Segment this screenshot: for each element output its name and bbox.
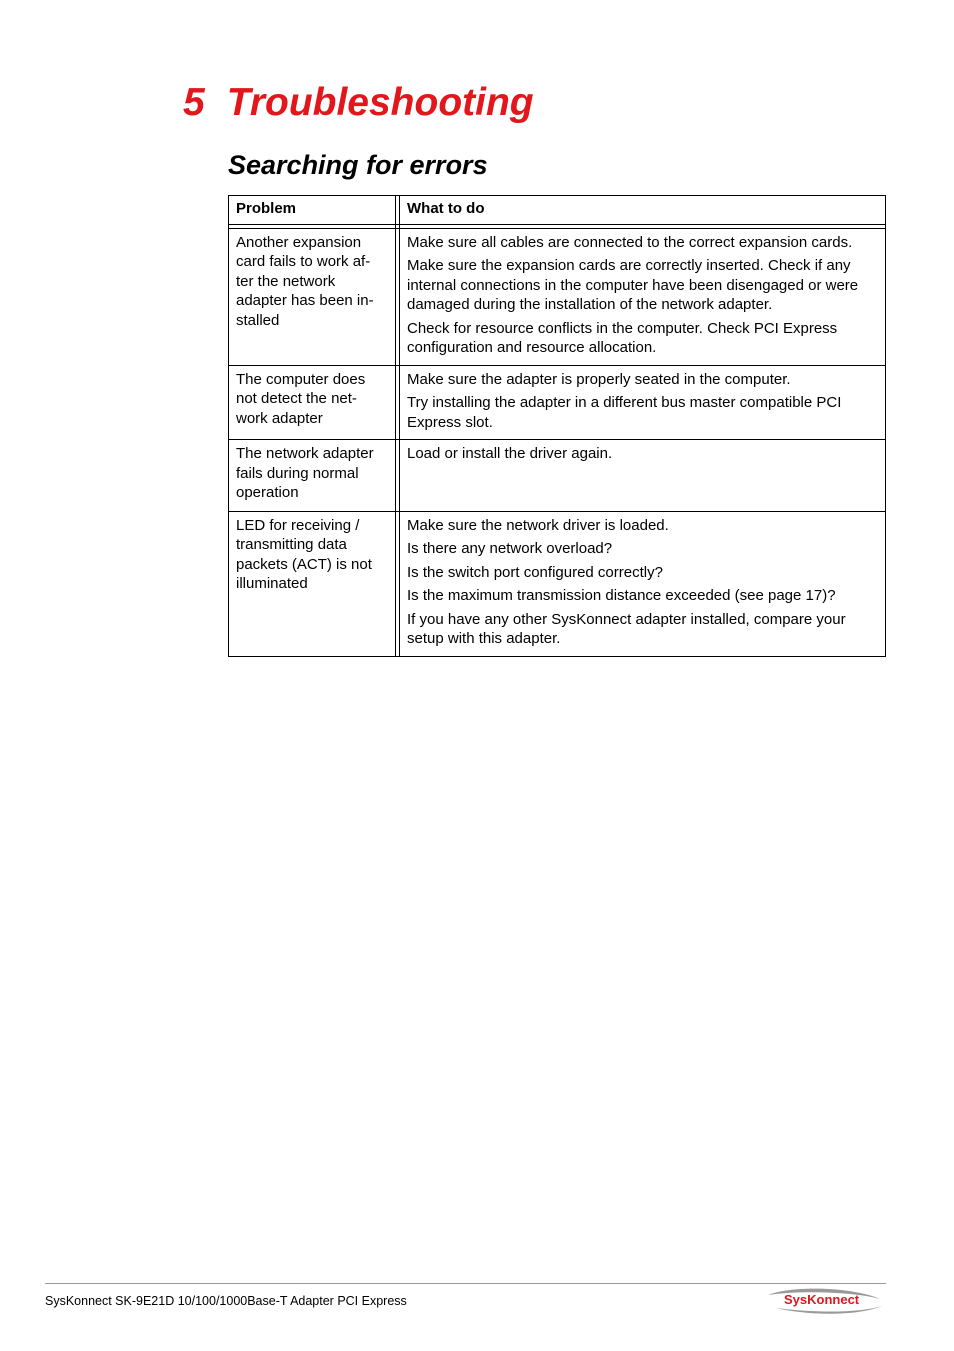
problem-text: operation (236, 484, 299, 501)
problem-text: The computer does (236, 370, 366, 388)
action-text: Is the maximum transmission distance exceeded (see page 17)? (407, 587, 836, 604)
table-row (229, 440, 886, 512)
problem-text: adapter has been in- (236, 292, 374, 309)
action-text: Make sure all cables are connected to the correct expansion cards. (407, 233, 853, 251)
action-cell (400, 365, 886, 440)
troubleshooting-table (228, 195, 886, 657)
action-cell (400, 228, 886, 365)
logo-swoosh-bottom (776, 1306, 882, 1314)
section-title: Searching for errors (228, 150, 488, 180)
footer-rule (45, 1283, 886, 1284)
table-header-row (229, 196, 886, 225)
problem-text: illuminated (236, 575, 308, 592)
action-text: Make sure the adapter is properly seated in the computer. (407, 370, 791, 388)
action-text: Load or install the driver again. (407, 445, 613, 462)
action-text: Make sure the network driver is loaded. (407, 516, 669, 534)
chapter-title-text: Troubleshooting (226, 81, 534, 124)
action-text: Is the switch port configured correctly? (407, 563, 663, 581)
action-cell (400, 511, 886, 656)
action-text: Check for resource conflicts in the computer. Check PCI Express configuration and resource allocation. (407, 319, 838, 356)
logo-text: SysKonnect (784, 1292, 860, 1307)
action-text: Is there any network overload? (407, 540, 613, 557)
problem-text: transmitting data (236, 536, 347, 553)
problem-cell (229, 440, 396, 512)
problem-text: fails during normal (236, 464, 359, 482)
table-row (229, 511, 886, 656)
problem-text: card fails to work af- (236, 253, 371, 270)
action-text: Try installing the adapter in a different bus master compatible PCI Express slot. (407, 394, 842, 431)
action-cell (400, 440, 886, 512)
table-row (229, 365, 886, 440)
problem-text: work adapter (236, 409, 323, 427)
action-text: Make sure the expansion cards are correctly inserted. Check if any internal connections in the computer have been disengaged or were damaged during the installation of the network adapter. (407, 257, 859, 313)
problem-text: not detect the net- (236, 390, 357, 407)
chapter-title (183, 78, 534, 128)
problem-text: ter the network (236, 272, 336, 290)
table-row (229, 228, 886, 365)
table-body (229, 224, 886, 656)
footer-text: SysKonnect SK-9E21D 10/100/1000Base-T Adapter PCI Express (45, 1294, 407, 1308)
chapter-number: 5 (183, 81, 205, 124)
problem-cell (229, 228, 396, 365)
problem-text: packets (ACT) is not (236, 555, 372, 573)
action-text: If you have any other SysKonnect adapter installed, compare your setup with this adapter. (407, 610, 846, 647)
problem-text: Another expansion (236, 233, 362, 251)
header-what-to-do: What to do (400, 196, 886, 225)
header-problem: Problem (229, 196, 396, 225)
problem-cell (229, 365, 396, 440)
syskonnect-logo (762, 1286, 884, 1316)
problem-text: The network adapter (236, 445, 374, 462)
problem-cell (229, 511, 396, 656)
problem-text: LED for receiving / (236, 516, 360, 534)
problem-text: stalled (236, 311, 280, 329)
